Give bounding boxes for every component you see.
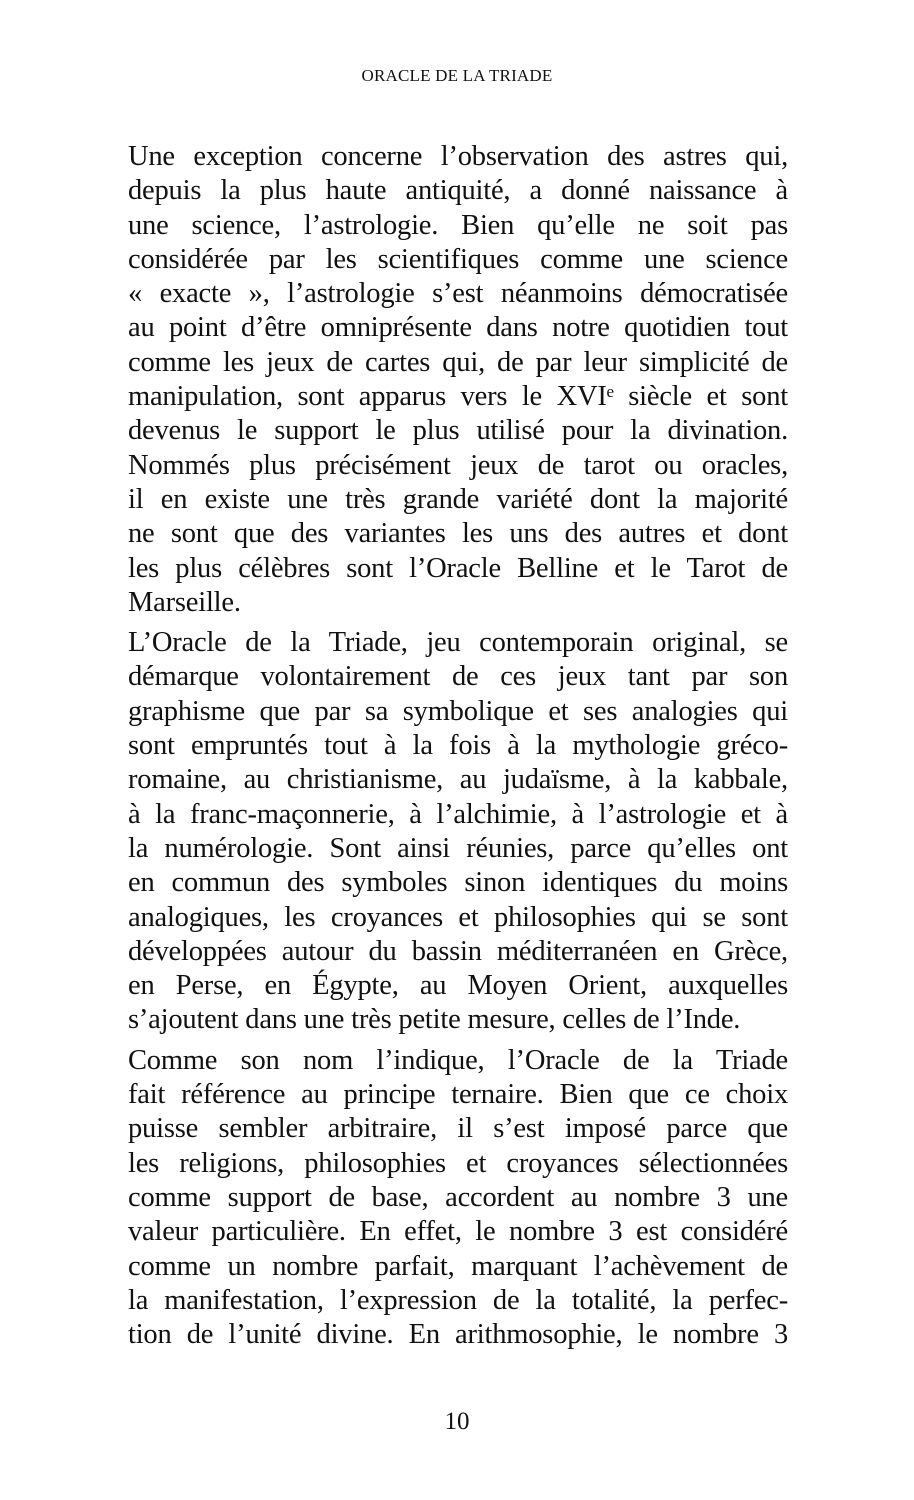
- text-line: la manifestation, l’expression de la totalité, la perfec-: [128, 1284, 788, 1316]
- text-line: les religions, philosophies et croyances sélectionnées: [128, 1147, 788, 1179]
- text-line: analogiques, les croyances et philosophies qui se sont: [128, 901, 788, 933]
- text-line: Nommés plus précisément jeux de tarot ou oracles,: [128, 449, 788, 481]
- text-line: fait référence au principe ternaire. Bien que ce choix: [128, 1079, 788, 1111]
- paragraph-2: [128, 626, 788, 1038]
- text-line: à la franc-maçonnerie, à l’alchimie, à l’astrologie et à: [128, 798, 788, 830]
- paragraph-3: [128, 1044, 788, 1353]
- text-line: Marseille.: [128, 586, 241, 618]
- text-line: valeur particulière. En effet, le nombre 3 est considéré: [128, 1216, 788, 1248]
- text-line: tion de l’unité divine. En arithmosophie, le nombre 3: [128, 1319, 788, 1351]
- page-number: 10: [444, 1408, 470, 1435]
- body-text: [128, 140, 788, 1352]
- text-line: Une exception concerne l’observation des astres qui,: [128, 141, 788, 172]
- text-line: sont empruntés tout à la fois à la mythologie gréco-: [128, 730, 788, 762]
- text-line: Comme son nom l’indique, l’Oracle de la Triade: [128, 1044, 788, 1076]
- text-line: L’Oracle de la Triade, jeu contemporain original, se: [128, 627, 788, 659]
- text-line: graphisme que par sa symbolique et ses analogies qui: [128, 695, 788, 727]
- text-line: depuis la plus haute antiquité, a donné naissance à: [128, 175, 788, 207]
- paragraph-1: [128, 140, 788, 620]
- text-line: manipulation, sont apparus vers le XVIᵉ siècle et sont: [128, 381, 788, 413]
- text-line: développées autour du bassin méditerranéen en Grèce,: [128, 935, 788, 967]
- text-line: romaine, au christianisme, au judaïsme, à la kabbale,: [128, 764, 788, 796]
- text-line: ne sont que des variantes les uns des autres et dont: [128, 518, 788, 550]
- text-line: considérée par les scientifiques comme une science: [128, 243, 788, 275]
- text-line: devenus le support le plus utilisé pour la divination.: [128, 415, 788, 447]
- text-line: démarque volontairement de ces jeux tant par son: [128, 661, 788, 693]
- text-line: les plus célèbres sont l’Oracle Belline et le Tarot de: [128, 552, 788, 584]
- text-line: il en existe une très grande variété dont la majorité: [128, 483, 788, 515]
- text-line: s’ajoutent dans une très petite mesure, celles de l’Inde.: [128, 1004, 741, 1036]
- text-line: en commun des symboles sinon identiques du moins: [128, 867, 788, 899]
- text-line: en Perse, en Égypte, au Moyen Orient, auxquelles: [128, 970, 788, 1002]
- text-line: puisse sembler arbitraire, il s’est imposé parce que: [128, 1113, 788, 1145]
- text-line: une science, l’astrologie. Bien qu’elle ne soit pas: [128, 209, 788, 241]
- text-line: comme les jeux de cartes qui, de par leur simplicité de: [128, 346, 788, 378]
- text-line: comme un nombre parfait, marquant l’achèvement de: [128, 1250, 788, 1282]
- text-line: comme support de base, accordent au nombre 3 une: [128, 1181, 788, 1213]
- text-line: au point d’être omniprésente dans notre quotidien tout: [128, 312, 788, 344]
- text-line: « exacte », l’astrologie s’est néanmoins démocratisée: [128, 278, 788, 310]
- running-header: ORACLE DE LA TRIADE: [361, 66, 553, 85]
- text-line: la numérologie. Sont ainsi réunies, parce qu’elles ont: [128, 832, 788, 864]
